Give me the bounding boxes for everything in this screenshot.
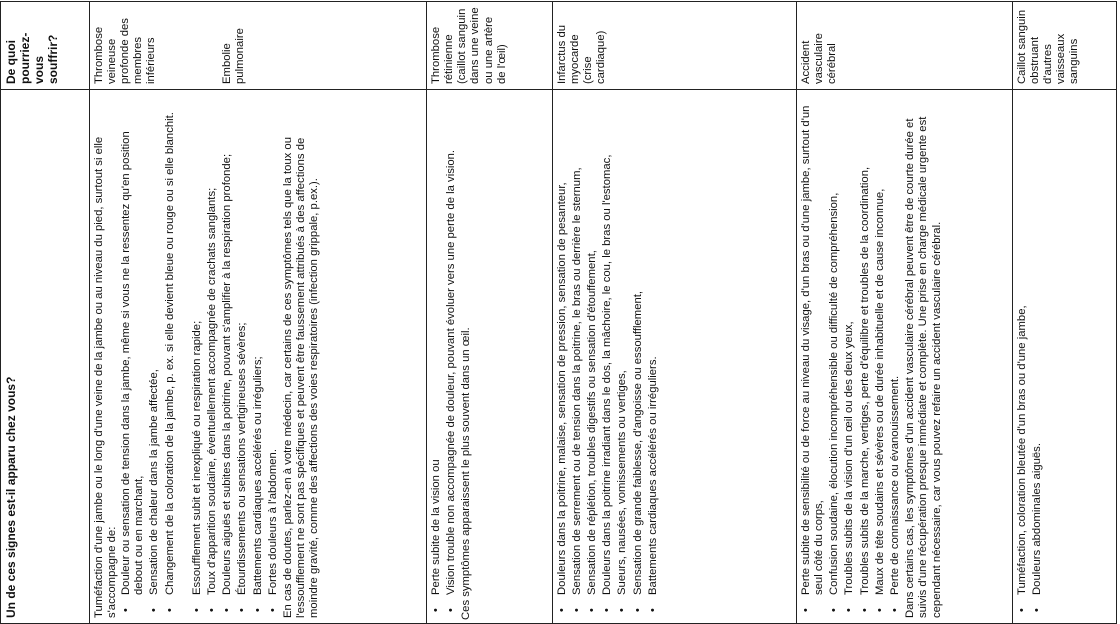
- bullet-dot-icon: •: [570, 608, 583, 612]
- condition-cell: [796, 2, 1012, 90]
- list-item-text: Fortes douleurs à l'abdomen.: [266, 449, 279, 595]
- condition-label: Embolie pulmonaire: [220, 28, 246, 84]
- list-item-text: Étourdissements ou sensations vertigineuses sévères;: [236, 322, 249, 595]
- condition-label: Thrombose rétinienne (caillot sanguin dans une veine ou une artère de l'œil): [429, 7, 508, 84]
- list-item-text: Sensation de serrement ou de tension dans la poitrine, le bras ou derrière le sternum,: [570, 167, 583, 595]
- table-row: [1012, 2, 1116, 624]
- symptom-table: [0, 1, 1117, 624]
- table-header-row: [1, 2, 90, 624]
- list-item: [148, 95, 161, 612]
- list-item: [190, 95, 204, 612]
- list-item-text: Maux de tête soudains et sévères ou de durée inhabituelle et de cause inconnue,: [873, 188, 886, 595]
- list-item: [646, 95, 660, 612]
- list-item: [843, 95, 856, 612]
- table-row: [552, 2, 796, 624]
- signs-cell: [552, 90, 796, 624]
- list-item: [251, 95, 265, 612]
- condition-label: Infarctus du myocarde (crise cardiaque): [555, 24, 608, 84]
- condition-label: Caillot sanguin obstruant d'autres vaisseaux sanguins: [1015, 9, 1081, 84]
- list-item: [266, 95, 280, 612]
- signs-cell: [1012, 90, 1116, 624]
- bullet-dot-icon: •: [1030, 608, 1043, 612]
- list-item: [1030, 95, 1044, 612]
- bullet-dot-icon: •: [1015, 608, 1028, 612]
- signs-cell: [89, 90, 426, 624]
- list-item: [631, 95, 645, 612]
- bullet-dot-icon: •: [889, 608, 902, 612]
- condition-cell: [552, 2, 796, 90]
- signs-list: [430, 95, 458, 618]
- bullet-dot-icon: •: [799, 608, 812, 612]
- signs-list: [556, 95, 660, 618]
- condition-cell: [426, 2, 552, 90]
- list-item-text: Battements cardiaques accélérés ou irréguliers.: [646, 356, 659, 595]
- list-item-text: Douleurs dans la poitrine irradiant dans le dos, la mâchoire, le cou, le bras ou l'estomac,: [601, 154, 614, 595]
- bullet-dot-icon: •: [251, 608, 264, 612]
- list-item-text: Sensation de réplétion, troubles digestifs ou sensation d'étouffement,: [585, 250, 598, 595]
- list-item-text: Battements cardiaques accélérés ou irréguliers;: [251, 356, 264, 595]
- list-item-text: Sensation de chaleur dans la jambe affectée,: [148, 369, 161, 595]
- list-item: [445, 95, 458, 612]
- bullet-dot-icon: •: [585, 608, 598, 612]
- bullet-dot-icon: •: [266, 608, 279, 612]
- bullet-dot-icon: •: [616, 608, 629, 612]
- list-item-text: Sueurs, nausées, vomissements ou vertiges,: [616, 370, 629, 595]
- list-item-text: Perte de connaissance ou évanouissement.: [889, 375, 902, 595]
- list-item-text: Toux d'apparition soudaine, éventuellement accompagnée de crachats sanglants;: [206, 187, 218, 595]
- list-item-text: Troubles subits de la vision d'un œil ou des deux yeux,: [843, 321, 856, 595]
- list-item: [1015, 95, 1029, 612]
- bullet-dot-icon: •: [555, 608, 568, 612]
- table-row: [796, 2, 1012, 624]
- signs-note: En cas de doutes, parlez-en à votre médecin, car certains de ces symptômes tels que la toux ou l'essoufflement ne sont pas spécifiques et peuvent être faussement attribués à des affections de moindre gravité, comme des affections des voies respiratoires (infection grippale, p.ex.).: [282, 137, 321, 618]
- list-item-text: Douleurs abdominales aiguës.: [1030, 443, 1043, 595]
- list-item: [616, 95, 629, 612]
- list-item-text: Vision trouble non accompagnée de douleur, pouvant évoluer vers une perte de la vision.: [445, 149, 458, 595]
- list-item: [221, 95, 234, 612]
- table-row: [426, 2, 552, 624]
- bullet-dot-icon: •: [163, 608, 176, 612]
- signs-column-header: Un de ces signes est-il apparu chez vous?: [1, 90, 90, 624]
- bullet-dot-icon: •: [828, 608, 841, 612]
- list-item-text: Perte subite de sensibilité ou de force au niveau du visage, d'un bras ou d'une jambe, surtout d'un seul côté du corps,: [799, 105, 826, 595]
- signs-intro: Tuméfaction d'une jambe ou le long d'une veine de la jambe ou au niveau du pied, surtout si elle s'accompagne de:: [92, 136, 118, 618]
- list-item: [236, 95, 249, 612]
- list-item-text: Tuméfaction, coloration bleutée d'un bras ou d'une jambe,: [1015, 305, 1028, 595]
- list-item: [163, 95, 177, 612]
- bullet-dot-icon: •: [646, 608, 659, 612]
- signs-list: [120, 95, 177, 618]
- condition-cell: [89, 2, 426, 90]
- bullet-dot-icon: •: [858, 608, 871, 612]
- signs-note: Ces symptômes apparaissent le plus souvent dans un œil.: [460, 327, 473, 620]
- signs-list: [191, 95, 280, 618]
- list-item-text: Sensation de grande faiblesse, d'angoisse ou essoufflement,: [631, 290, 644, 595]
- signs-cell: [796, 90, 1012, 624]
- list-item: [858, 95, 872, 612]
- list-item: [570, 95, 584, 612]
- bullet-dot-icon: •: [119, 608, 132, 612]
- list-item: [585, 95, 599, 612]
- list-item-text: Perte subite de la vision ou: [429, 459, 442, 595]
- signs-note: Dans certains cas, les symptômes d'un accident vasculaire cérébral peuvent être de courte durée et suivis d'une récupération presque immédiate et complète. Une prise en charge médicale urgente est cependant nécessaire, car vous pouvez refaire un accident vasculaire cérébral.: [904, 116, 943, 618]
- list-item: [873, 95, 887, 612]
- bullet-dot-icon: •: [873, 608, 886, 612]
- list-item: [119, 95, 146, 612]
- signs-list: [800, 95, 902, 618]
- condition-label: Thrombose veineuse profonde des membres inférieurs: [92, 18, 158, 84]
- bullet-dot-icon: •: [148, 608, 161, 612]
- bullet-dot-icon: •: [221, 608, 234, 612]
- table-row: [89, 2, 426, 624]
- signs-list: [1016, 95, 1044, 618]
- list-item-text: Douleur ou sensation de tension dans la jambe, même si vous ne la ressentez qu'en position debout ou en marchant,: [119, 131, 146, 595]
- condition-label: Accident vasculaire cérébral: [799, 33, 839, 84]
- bullet-dot-icon: •: [206, 608, 218, 612]
- list-item: [601, 95, 614, 612]
- list-item: [889, 95, 902, 612]
- list-item: [206, 95, 219, 612]
- bullet-dot-icon: •: [190, 608, 203, 612]
- list-item: [429, 95, 443, 612]
- bullet-dot-icon: •: [631, 608, 644, 612]
- condition-cell: [1012, 2, 1116, 90]
- list-item: [555, 95, 569, 612]
- list-item-text: Essoufflement subit et inexpliqué ou respiration rapide;: [190, 320, 203, 595]
- list-item-text: Confusion soudaine, élocution incompréhensible ou difficulté de compréhension,: [828, 192, 841, 595]
- bullet-dot-icon: •: [601, 608, 614, 612]
- condition-column-header: De quoi pourriez-vous souffrir?: [1, 2, 90, 90]
- bullet-dot-icon: •: [429, 608, 442, 612]
- signs-cell: [426, 90, 552, 624]
- list-item-text: Changement de la coloration de la jambe, p. ex. si elle devient bleue ou rouge ou si elle blanchit.: [163, 112, 176, 595]
- bullet-dot-icon: •: [236, 608, 249, 612]
- list-item-text: Douleurs aiguës et subites dans la poitrine, pouvant s'amplifier à la respiration profonde;: [221, 153, 234, 595]
- list-item: [828, 95, 841, 612]
- list-item-text: Douleurs dans la poitrine, malaise, sensation de pression, sensation de pesanteur,: [555, 182, 568, 595]
- bullet-dot-icon: •: [445, 608, 458, 612]
- list-item-text: Troubles subits de la marche, vertiges, perte d'équilibre et troubles de la coordination,: [858, 166, 871, 595]
- bullet-dot-icon: •: [843, 608, 856, 612]
- list-item: [799, 95, 826, 612]
